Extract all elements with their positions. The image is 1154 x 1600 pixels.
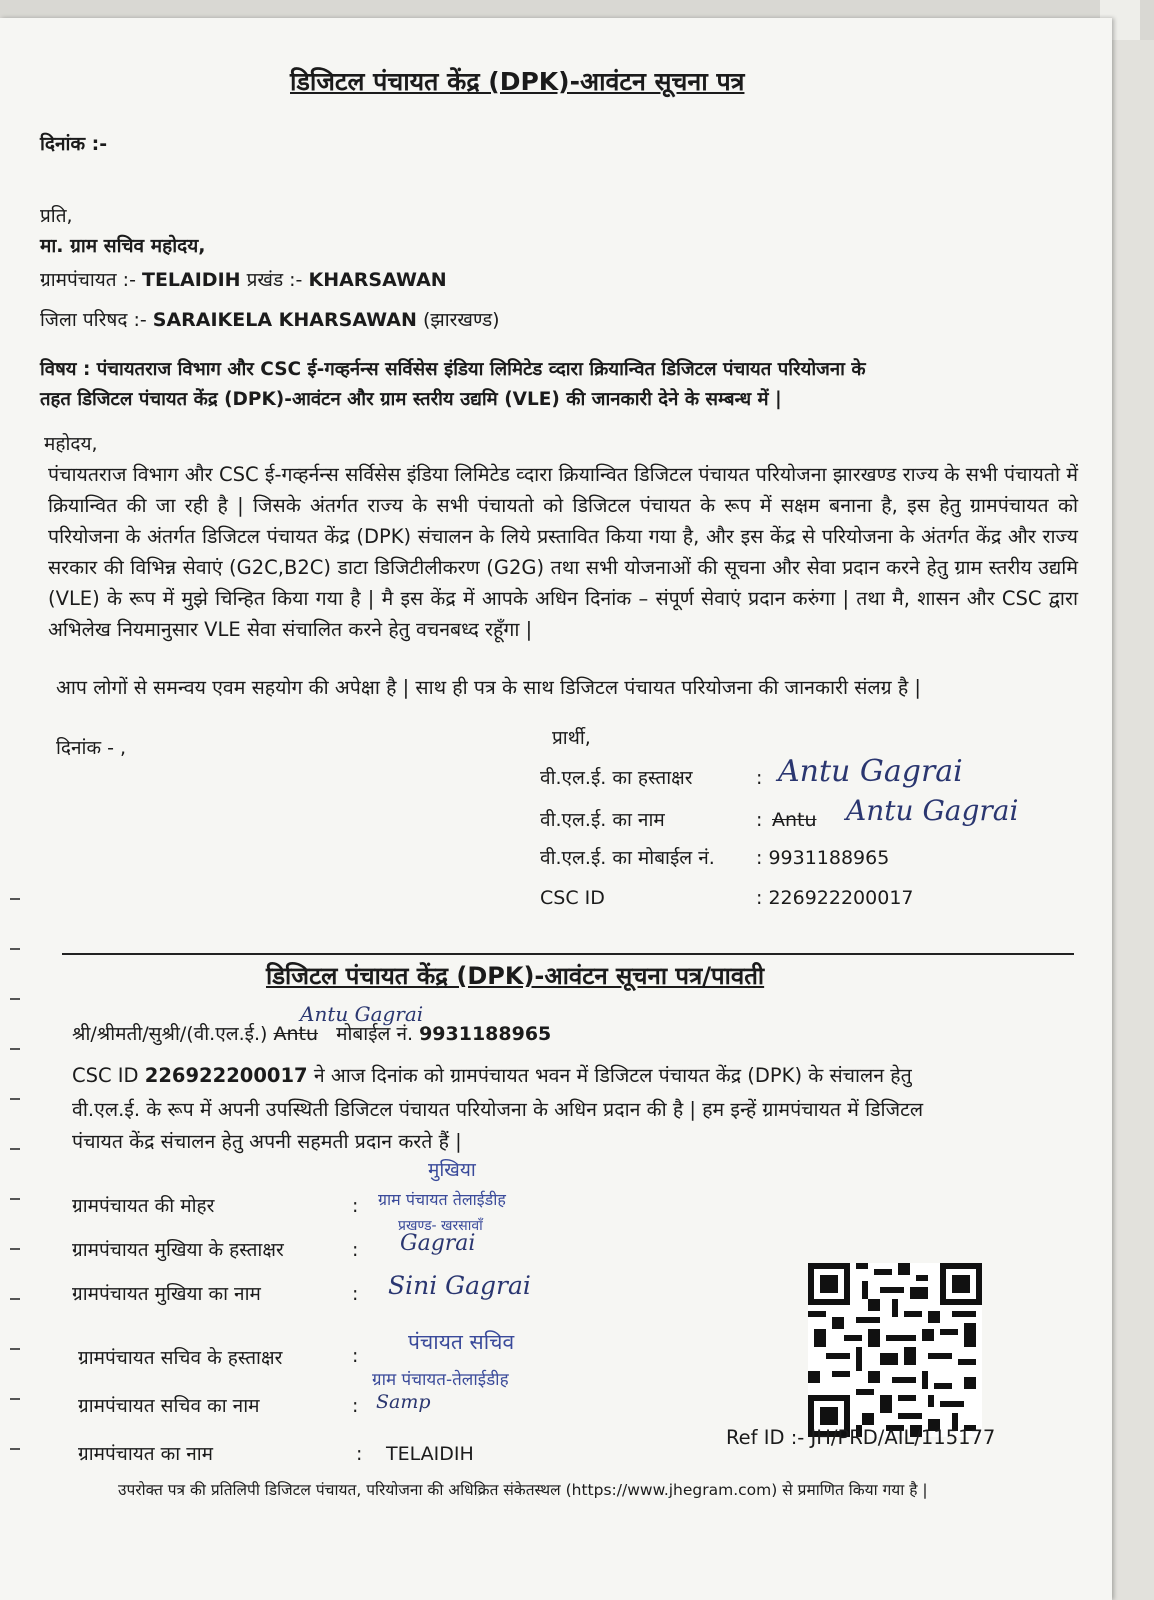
vle-csc-label: CSC ID [540, 887, 605, 909]
sachiv-name-handwritten: Samp [376, 1391, 431, 1413]
sachiv-stamp-line-1: पंचायत सचिव [408, 1330, 515, 1354]
vle-name-handwritten: Antu Gagrai [846, 794, 1019, 827]
vle-csc-value: : 226922200017 [756, 887, 914, 909]
receipt-mobile-value: 9931188965 [419, 1023, 552, 1045]
vle-name-sep: : [756, 809, 763, 831]
gp-name-sep: : [356, 1443, 363, 1465]
page-stack-edge-back [1112, 40, 1154, 1600]
vle-mobile-label: वी.एल.ई. का मोबाईल नं. [540, 847, 715, 869]
receipt-name-handwritten: Antu Gagrai [300, 1002, 424, 1026]
mukhiya-signature: Gagrai [400, 1231, 476, 1256]
receipt-csc-value: 226922200017 [144, 1064, 308, 1087]
mukhiya-sign-label: ग्रामपंचायत मुखिया के हस्ताक्षर [72, 1239, 284, 1261]
receipt-csc-label: CSC ID [72, 1064, 139, 1087]
subject-line-2: तहत डिजिटल पंचायत केंद्र (DPK)-आवंटन और ग्राम स्तरीय उद्यमि (VLE) की जानकारी देने के सम्बन्ध में | [40, 389, 782, 410]
receipt-title: डिजिटल पंचायत केंद्र (DPK)-आवंटन सूचना पत्र/पावती [266, 962, 765, 990]
letter-page [0, 18, 1112, 1600]
address-to: प्रति, [40, 205, 73, 227]
vle-signature-label: वी.एल.ई. का हस्ताक्षर [540, 767, 693, 789]
mukhiya-stamp-title: मुखिया [428, 1159, 476, 1181]
vle-signature-sep: : [756, 767, 763, 789]
sachiv-stamp-line-2: ग्राम पंचायत-तेलाईडीह [372, 1370, 509, 1390]
ref-id: Ref ID :- JH/PRD/AIL/115177 [726, 1426, 996, 1449]
sachiv-name-sep: : [352, 1395, 359, 1417]
mukhiya-name-label: ग्रामपंचायत मुखिया का नाम [72, 1283, 261, 1305]
address-gp-line [40, 268, 447, 292]
mukhiya-name-handwritten: Sini Gagrai [388, 1271, 531, 1300]
gp-label: ग्रामपंचायत :- [40, 269, 136, 291]
receipt-text-line-3: पंचायत केंद्र संचालन हेतु अपनी सहमती प्रदान करते हैं | [72, 1130, 462, 1153]
block-label: प्रखंड :- [246, 269, 303, 291]
gp-value: TELAIDIH [141, 269, 241, 291]
district-value: SARAIKELA KHARSAWAN [152, 309, 417, 331]
seal-sep: : [352, 1195, 359, 1217]
footer-note: उपरोक्त पत्र की प्रतिलिपी डिजिटल पंचायत, परियोजना की अधिक्रित संकेतस्थल (https://www.jhegram.com) से प्रमाणित किया गया है | [118, 1481, 928, 1499]
sachiv-sign-label: ग्रामपंचायत सचिव के हस्ताक्षर [78, 1347, 283, 1369]
qr-code [808, 1263, 982, 1437]
receipt-name-prefix: श्री/श्रीमती/सुश्री/(वी.एल.ई.) [72, 1023, 268, 1045]
subject-line-1: विषय : पंचायतराज विभाग और CSC ई-गव्हर्नन्स सर्विसेस इंडिया लिमिटेड व्दारा क्रियान्वित डिजिटल पंचायत परियोजना के [40, 359, 866, 380]
receipt-text-line-2: वी.एल.ई. के रूप में अपनी उपस्थिती डिजिटल पंचायत परियोजना के अधिन प्रदान की है | हम इन्हें ग्रामपंचायत में डिजिटल [72, 1098, 924, 1121]
page-title: डिजिटल पंचायत केंद्र (DPK)-आवंटन सूचना पत्र [290, 67, 745, 96]
gp-name-label: ग्रामपंचायत का नाम [78, 1443, 214, 1465]
closing-line: आप लोगों से समन्वय एवम सहयोग की अपेक्षा है | साथ ही पत्र के साथ डिजिटल पंचायत परियोजना की जानकारी संलग्र है | [56, 676, 921, 699]
address-recipient: मा. ग्राम सचिव महोदय, [40, 235, 206, 257]
receipt-mobile-label: मोबाईल नं. [336, 1023, 414, 1045]
seal-stamp-line-1: ग्राम पंचायत तेलाईडीह [378, 1190, 506, 1209]
mukhiya-sign-sep: : [352, 1239, 359, 1261]
applicant-label: प्रार्थी, [552, 727, 591, 749]
date-label: दिनांक :- [40, 133, 108, 155]
sachiv-name-label: ग्रामपंचायत सचिव का नाम [78, 1395, 260, 1417]
sachiv-sign-sep: : [352, 1345, 359, 1367]
mukhiya-name-sep: : [352, 1283, 359, 1305]
district-label: जिला परिषद :- [40, 309, 147, 331]
section-divider [62, 953, 1074, 955]
block-value: KHARSAWAN [308, 269, 447, 291]
gp-name-value: TELAIDIH [386, 1443, 474, 1465]
receipt-text-1 [72, 1064, 912, 1088]
receipt-name-line [72, 1022, 551, 1046]
vle-name-struck: Antu [772, 809, 817, 831]
body-paragraph: पंचायतराज विभाग और CSC ई-गव्हर्नन्स सर्विसेस इंडिया लिमिटेड व्दारा क्रियान्वित डिजिटल पंचायत परियोजना झारखण्ड राज्य के सभी पंचायतो में क्रियान्वित की जा रही है | जिसके अंतर्गत राज्य के सभी पंचायतो को डिजिटल पंचायत के रूप में सक्षम बनाना है, इस हेतु ग्रामपंचायत को परियोजना के अंतर्गत डिजिटल पंचायत केंद्र (DPK) संचालन के लिये प्रस्तावित किया गया है, और इस केंद्र से परियोजना के अंतर्गत केंद्र और राज्य सरकार की विभिन्न सेवाएं (G2C,B2C) डाटा डिजिटीलीकरण (G2G) तथा सभी योजनाओं की सूचना और सेवा प्रदान करने हेतु ग्राम स्तरीय उद्यमि (VLE) के रूप में मुझे चिन्हित किया गया है | मै इस केंद्र में आपके अधिन दिनांक – संपूर्ण सेवाएं प्रदान करुंगा | तथा मै, शासन और CSC द्वारा अभिलेख नियमानुसार VLE सेवा संचालित करने हेतु वचनबध्द रहूँगा | [48, 463, 1078, 641]
vle-mobile-value: : 9931188965 [756, 847, 890, 869]
seal-label: ग्रामपंचायत की मोहर [72, 1195, 215, 1217]
receipt-text-line-1: ने आज दिनांक को ग्रामपंचायत भवन में डिजिटल पंचायत केंद्र (DPK) के संचालन हेतु [313, 1064, 912, 1087]
salutation: महोदय, [44, 433, 98, 455]
seal-stamp-line-2: प्रखण्ड- खरसावाँ [398, 1218, 483, 1234]
address-district-line [40, 308, 500, 332]
vle-name-label: वी.एल.ई. का नाम [540, 809, 665, 831]
applicant-date-label: दिनांक - , [56, 737, 127, 759]
vle-signature: Antu Gagrai [778, 754, 963, 789]
receipt-name-struck: Antu [273, 1023, 319, 1045]
state-label: (झारखण्ड) [422, 309, 500, 331]
